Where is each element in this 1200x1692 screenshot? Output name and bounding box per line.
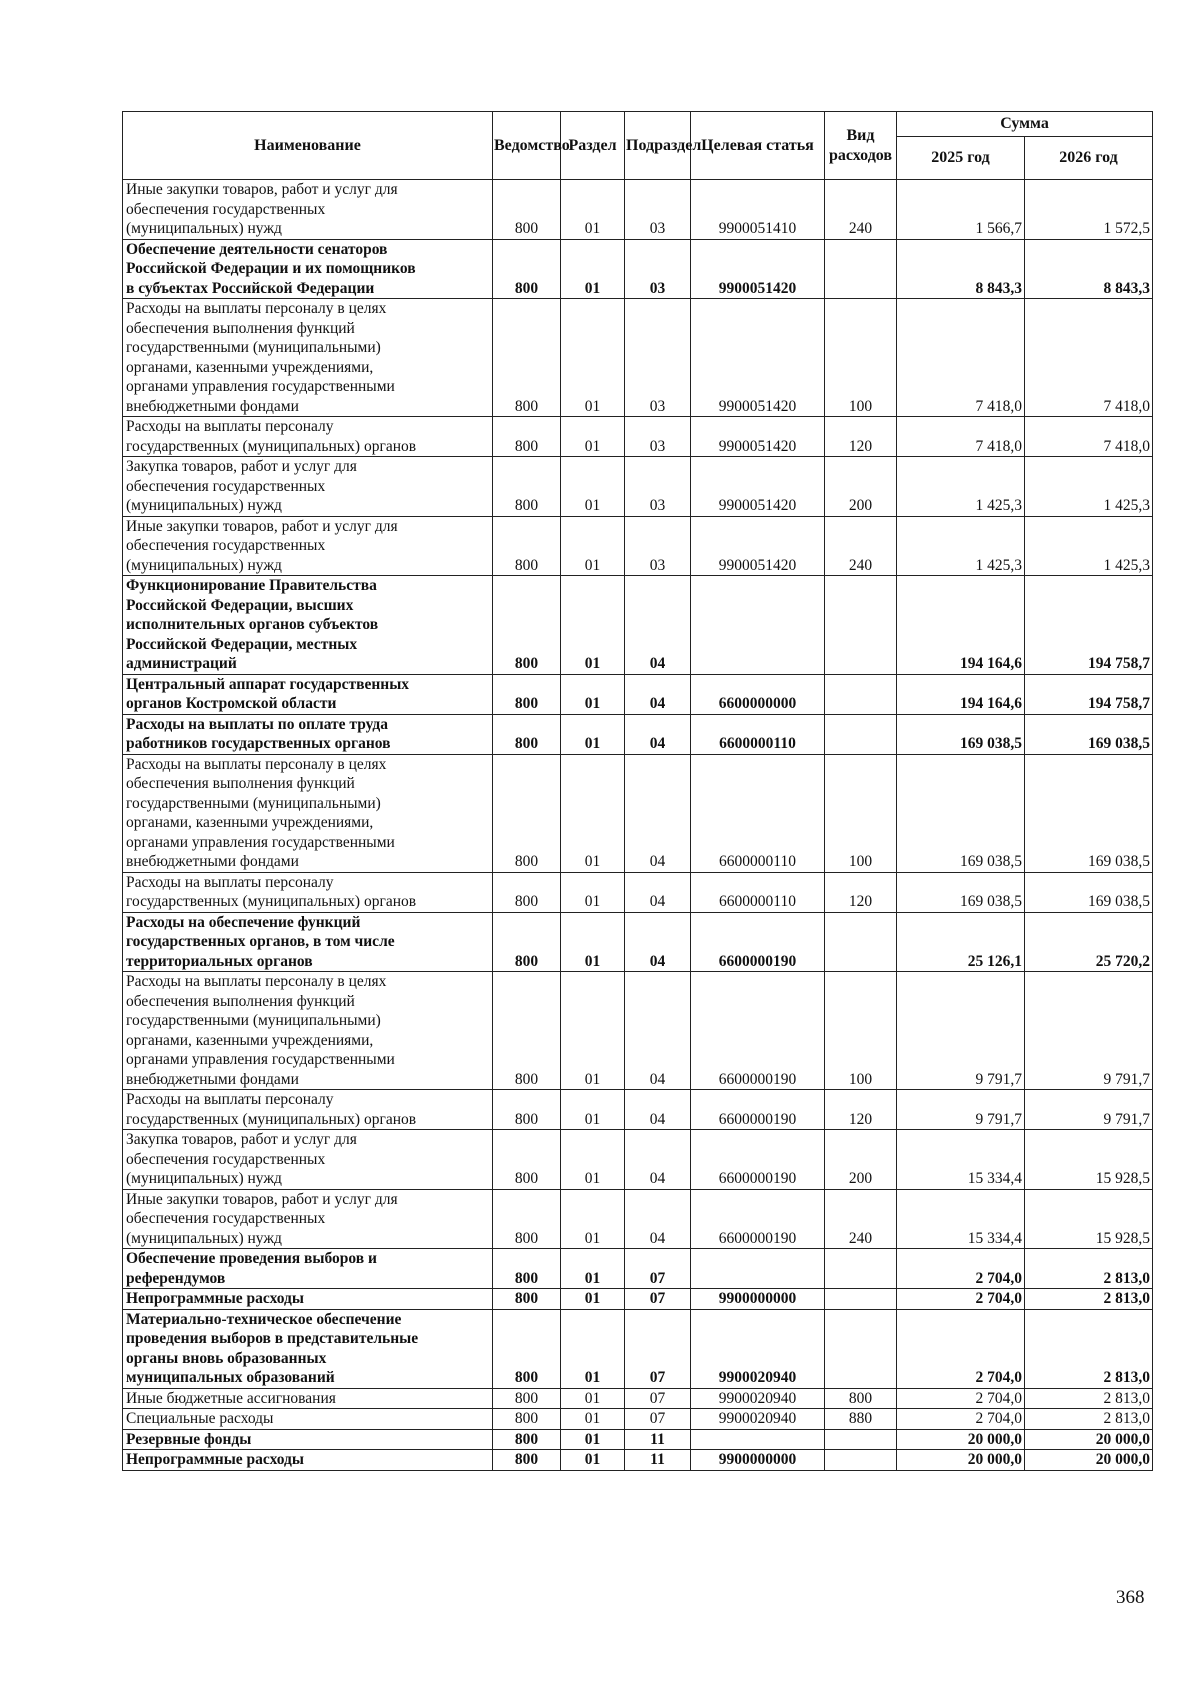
cell-vid-rashodov [825,1249,897,1289]
cell-celevaya-statya: 9900051420 [691,417,825,457]
header-year-2026: 2026 год [1025,137,1153,180]
cell-razdel: 01 [561,239,625,299]
table-row [123,972,1153,1090]
header-celevaya-statya: Целевая статья [691,112,825,180]
cell-sum-2025: 15 334,4 [897,1189,1025,1249]
budget-table [122,111,1153,1471]
cell-podrazdel: 07 [625,1249,691,1289]
cell-vedomstvo: 800 [493,912,561,972]
header-vid-rashodov: Вид расходов [825,112,897,180]
page-number: 368 [1116,1587,1145,1608]
cell-sum-2025: 169 038,5 [897,714,1025,754]
cell-celevaya-statya: 9900020940 [691,1388,825,1409]
cell-name: Материально-техническое обеспечение проведения выборов в представительные органы вновь образованных муниципальных образований [123,1309,493,1388]
cell-sum-2026: 1 425,3 [1025,457,1153,517]
cell-vid-rashodov: 120 [825,417,897,457]
cell-vid-rashodov [825,1450,897,1471]
cell-sum-2026: 194 758,7 [1025,674,1153,714]
table-row [123,1309,1153,1388]
cell-razdel: 01 [561,1450,625,1471]
cell-vid-rashodov [825,1289,897,1310]
cell-vedomstvo: 800 [493,1249,561,1289]
cell-razdel: 01 [561,714,625,754]
cell-celevaya-statya: 9900051420 [691,299,825,417]
cell-podrazdel: 03 [625,299,691,417]
cell-vedomstvo: 800 [493,1409,561,1430]
cell-name: Резервные фонды [123,1429,493,1450]
cell-razdel: 01 [561,457,625,517]
cell-razdel: 01 [561,1090,625,1130]
cell-sum-2026: 20 000,0 [1025,1450,1153,1471]
cell-celevaya-statya: 6600000110 [691,754,825,872]
cell-vedomstvo: 800 [493,754,561,872]
cell-sum-2025: 2 704,0 [897,1249,1025,1289]
cell-vedomstvo: 800 [493,1130,561,1190]
cell-podrazdel: 07 [625,1289,691,1310]
cell-sum-2026: 169 038,5 [1025,714,1153,754]
cell-vid-rashodov: 800 [825,1388,897,1409]
cell-sum-2025: 169 038,5 [897,754,1025,872]
cell-podrazdel: 04 [625,754,691,872]
cell-name: Функционирование Правительства Российской Федерации, высших исполнительных органов субъектов Российской Федерации, местных администраций [123,576,493,675]
cell-vedomstvo: 800 [493,872,561,912]
cell-vid-rashodov [825,674,897,714]
cell-name: Закупка товаров, работ и услуг для обеспечения государственных (муниципальных) нужд [123,457,493,517]
table-row [123,1090,1153,1130]
cell-vedomstvo: 800 [493,1429,561,1450]
cell-vedomstvo: 800 [493,714,561,754]
cell-name: Обеспечение деятельности сенаторов Российской Федерации и их помощников в субъектах Российской Федерации [123,239,493,299]
cell-celevaya-statya: 6600000190 [691,1130,825,1190]
cell-vid-rashodov [825,714,897,754]
table-row [123,417,1153,457]
cell-sum-2026: 20 000,0 [1025,1429,1153,1450]
cell-podrazdel: 04 [625,912,691,972]
cell-celevaya-statya: 6600000190 [691,1090,825,1130]
cell-sum-2025: 25 126,1 [897,912,1025,972]
cell-podrazdel: 03 [625,239,691,299]
cell-vedomstvo: 800 [493,576,561,675]
cell-sum-2026: 1 572,5 [1025,180,1153,240]
cell-celevaya-statya: 6600000110 [691,714,825,754]
cell-celevaya-statya: 9900051420 [691,516,825,576]
cell-sum-2026: 2 813,0 [1025,1309,1153,1388]
cell-vedomstvo: 800 [493,1090,561,1130]
cell-vid-rashodov [825,912,897,972]
cell-podrazdel: 04 [625,576,691,675]
cell-vedomstvo: 800 [493,1388,561,1409]
table-row [123,714,1153,754]
cell-sum-2026: 169 038,5 [1025,754,1153,872]
cell-celevaya-statya [691,576,825,675]
cell-name: Центральный аппарат государственных органов Костромской области [123,674,493,714]
cell-podrazdel: 04 [625,1090,691,1130]
cell-razdel: 01 [561,1388,625,1409]
cell-name: Расходы на выплаты персоналу в целях обеспечения выполнения функций государственными (муниципальными) органами, казенными учреждениями, органами управления государственными внебюджетными фондами [123,754,493,872]
cell-sum-2026: 2 813,0 [1025,1409,1153,1430]
cell-podrazdel: 07 [625,1388,691,1409]
table-body [123,180,1153,1471]
cell-vid-rashodov: 240 [825,516,897,576]
cell-name: Расходы на выплаты персоналу в целях обеспечения выполнения функций государственными (муниципальными) органами, казенными учреждениями, органами управления государственными внебюджетными фондами [123,299,493,417]
cell-sum-2026: 1 425,3 [1025,516,1153,576]
table-row [123,872,1153,912]
table-row [123,1409,1153,1430]
table-row [123,1388,1153,1409]
cell-celevaya-statya [691,1249,825,1289]
table-row [123,674,1153,714]
cell-sum-2026: 9 791,7 [1025,972,1153,1090]
cell-celevaya-statya: 6600000190 [691,912,825,972]
cell-name: Расходы на выплаты персоналу в целях обеспечения выполнения функций государственными (муниципальными) органами, казенными учреждениями, органами управления государственными внебюджетными фондами [123,972,493,1090]
cell-podrazdel: 04 [625,1130,691,1190]
cell-name: Иные закупки товаров, работ и услуг для обеспечения государственных (муниципальных) нужд [123,180,493,240]
cell-razdel: 01 [561,872,625,912]
cell-sum-2026: 7 418,0 [1025,299,1153,417]
cell-razdel: 01 [561,516,625,576]
cell-celevaya-statya: 9900051410 [691,180,825,240]
cell-vid-rashodov: 240 [825,180,897,240]
cell-name: Иные бюджетные ассигнования [123,1388,493,1409]
cell-vedomstvo: 800 [493,674,561,714]
cell-sum-2026: 2 813,0 [1025,1289,1153,1310]
cell-celevaya-statya: 9900020940 [691,1309,825,1388]
cell-vid-rashodov: 100 [825,754,897,872]
cell-sum-2026: 25 720,2 [1025,912,1153,972]
table-row [123,516,1153,576]
cell-podrazdel: 04 [625,1189,691,1249]
cell-razdel: 01 [561,1130,625,1190]
cell-sum-2025: 1 425,3 [897,516,1025,576]
cell-vid-rashodov: 200 [825,1130,897,1190]
cell-vedomstvo: 800 [493,1309,561,1388]
cell-razdel: 01 [561,1189,625,1249]
cell-podrazdel: 03 [625,417,691,457]
cell-razdel: 01 [561,180,625,240]
cell-vid-rashodov: 120 [825,872,897,912]
cell-sum-2025: 169 038,5 [897,872,1025,912]
cell-vid-rashodov [825,239,897,299]
table-row [123,754,1153,872]
table-row [123,912,1153,972]
cell-podrazdel: 03 [625,457,691,517]
cell-sum-2026: 8 843,3 [1025,239,1153,299]
cell-podrazdel: 03 [625,516,691,576]
cell-celevaya-statya: 6600000000 [691,674,825,714]
cell-razdel: 01 [561,576,625,675]
cell-sum-2025: 1 425,3 [897,457,1025,517]
cell-podrazdel: 11 [625,1429,691,1450]
cell-sum-2026: 2 813,0 [1025,1249,1153,1289]
cell-vedomstvo: 800 [493,1450,561,1471]
header-name: Наименование [123,112,493,180]
cell-sum-2025: 2 704,0 [897,1309,1025,1388]
header-year-2025: 2025 год [897,137,1025,180]
table-row [123,239,1153,299]
cell-vid-rashodov: 200 [825,457,897,517]
cell-sum-2025: 9 791,7 [897,1090,1025,1130]
cell-razdel: 01 [561,1409,625,1430]
cell-vid-rashodov [825,1429,897,1450]
cell-sum-2025: 20 000,0 [897,1429,1025,1450]
cell-sum-2025: 2 704,0 [897,1289,1025,1310]
cell-vedomstvo: 800 [493,516,561,576]
cell-sum-2025: 15 334,4 [897,1130,1025,1190]
table-row [123,180,1153,240]
cell-celevaya-statya: 6600000190 [691,1189,825,1249]
cell-sum-2026: 194 758,7 [1025,576,1153,675]
cell-podrazdel: 04 [625,714,691,754]
cell-sum-2025: 7 418,0 [897,299,1025,417]
cell-podrazdel: 04 [625,972,691,1090]
cell-name: Непрограммные расходы [123,1289,493,1310]
cell-vedomstvo: 800 [493,417,561,457]
cell-sum-2026: 15 928,5 [1025,1130,1153,1190]
table-row [123,1429,1153,1450]
cell-celevaya-statya: 9900051420 [691,457,825,517]
cell-sum-2025: 2 704,0 [897,1409,1025,1430]
cell-sum-2025: 20 000,0 [897,1450,1025,1471]
cell-celevaya-statya: 9900020940 [691,1409,825,1430]
cell-sum-2026: 2 813,0 [1025,1388,1153,1409]
cell-sum-2026: 9 791,7 [1025,1090,1153,1130]
cell-razdel: 01 [561,1429,625,1450]
cell-podrazdel: 07 [625,1309,691,1388]
cell-vid-rashodov [825,576,897,675]
cell-sum-2025: 194 164,6 [897,576,1025,675]
cell-podrazdel: 11 [625,1450,691,1471]
cell-vedomstvo: 800 [493,1289,561,1310]
cell-celevaya-statya: 6600000190 [691,972,825,1090]
cell-sum-2026: 169 038,5 [1025,872,1153,912]
cell-name: Специальные расходы [123,1409,493,1430]
table-row [123,1289,1153,1310]
table-row [123,299,1153,417]
cell-celevaya-statya: 6600000110 [691,872,825,912]
cell-sum-2025: 9 791,7 [897,972,1025,1090]
header-vedomstvo: Ведомство [493,112,561,180]
cell-name: Иные закупки товаров, работ и услуг для обеспечения государственных (муниципальных) нужд [123,516,493,576]
cell-vedomstvo: 800 [493,972,561,1090]
cell-podrazdel: 07 [625,1409,691,1430]
cell-vedomstvo: 800 [493,180,561,240]
cell-name: Расходы на выплаты персоналу государственных (муниципальных) органов [123,417,493,457]
cell-name: Расходы на выплаты персоналу государственных (муниципальных) органов [123,872,493,912]
cell-vid-rashodov: 240 [825,1189,897,1249]
table-row [123,1450,1153,1471]
cell-celevaya-statya: 9900000000 [691,1289,825,1310]
cell-vid-rashodov: 120 [825,1090,897,1130]
cell-razdel: 01 [561,1289,625,1310]
cell-podrazdel: 03 [625,180,691,240]
cell-razdel: 01 [561,417,625,457]
cell-name: Закупка товаров, работ и услуг для обеспечения государственных (муниципальных) нужд [123,1130,493,1190]
table-row [123,1130,1153,1190]
cell-razdel: 01 [561,299,625,417]
cell-sum-2026: 15 928,5 [1025,1189,1153,1249]
cell-razdel: 01 [561,1309,625,1388]
cell-sum-2025: 1 566,7 [897,180,1025,240]
cell-sum-2025: 7 418,0 [897,417,1025,457]
cell-sum-2025: 8 843,3 [897,239,1025,299]
header-summa: Сумма [897,112,1153,137]
cell-vedomstvo: 800 [493,1189,561,1249]
cell-razdel: 01 [561,1249,625,1289]
cell-razdel: 01 [561,972,625,1090]
cell-celevaya-statya: 9900051420 [691,239,825,299]
cell-name: Обеспечение проведения выборов и референдумов [123,1249,493,1289]
cell-name: Непрограммные расходы [123,1450,493,1471]
cell-vid-rashodov [825,1309,897,1388]
cell-name: Расходы на обеспечение функций государственных органов, в том числе территориальных органов [123,912,493,972]
table-header-row [123,112,1153,137]
table-row [123,1249,1153,1289]
cell-vid-rashodov: 100 [825,299,897,417]
cell-name: Иные закупки товаров, работ и услуг для обеспечения государственных (муниципальных) нужд [123,1189,493,1249]
cell-vedomstvo: 800 [493,239,561,299]
cell-podrazdel: 04 [625,872,691,912]
table-row [123,1189,1153,1249]
header-razdel: Раздел [561,112,625,180]
cell-celevaya-statya: 9900000000 [691,1450,825,1471]
cell-razdel: 01 [561,912,625,972]
cell-name: Расходы на выплаты по оплате труда работников государственных органов [123,714,493,754]
cell-vid-rashodov: 880 [825,1409,897,1430]
cell-podrazdel: 04 [625,674,691,714]
table-row [123,457,1153,517]
cell-vedomstvo: 800 [493,457,561,517]
cell-razdel: 01 [561,674,625,714]
header-podrazdel: Подраздел [625,112,691,180]
cell-sum-2026: 7 418,0 [1025,417,1153,457]
cell-razdel: 01 [561,754,625,872]
cell-sum-2025: 2 704,0 [897,1388,1025,1409]
cell-vedomstvo: 800 [493,299,561,417]
table-row [123,576,1153,675]
cell-celevaya-statya [691,1429,825,1450]
cell-name: Расходы на выплаты персоналу государственных (муниципальных) органов [123,1090,493,1130]
cell-sum-2025: 194 164,6 [897,674,1025,714]
cell-vid-rashodov: 100 [825,972,897,1090]
